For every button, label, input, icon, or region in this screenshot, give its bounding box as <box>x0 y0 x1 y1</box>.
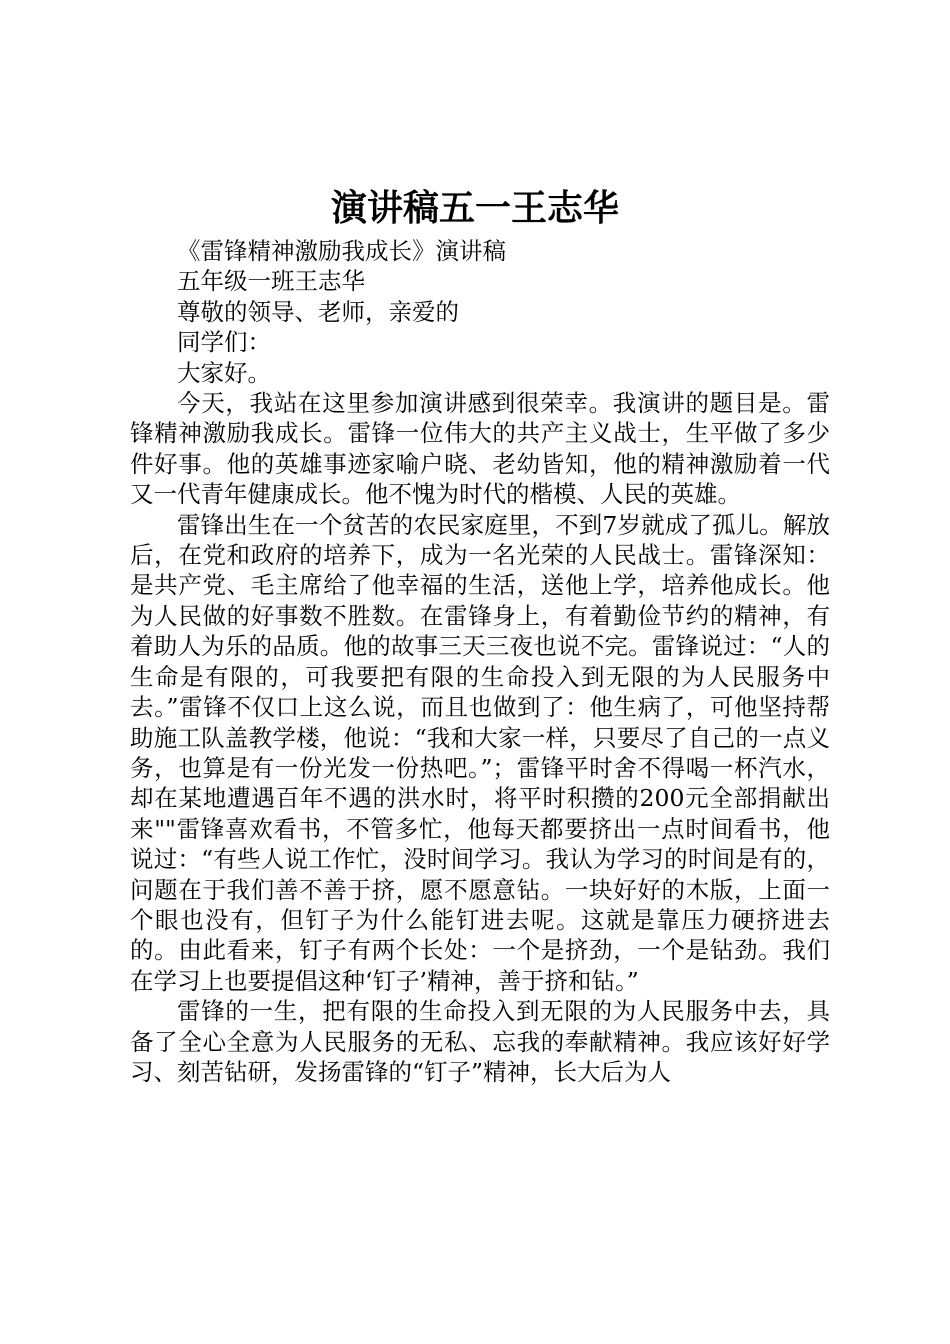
paragraph-body: 雷锋的一生，把有限的生命投入到无限的为人民服务中去，具备了全心全意为人民服务的无私、忘我的奉献精神。我应该好好学习、刻苦钻研，发扬雷锋的“钉子”精神，长大后为人 <box>130 997 830 1086</box>
paragraph-greeting: 大家好。 <box>177 358 271 387</box>
paragraph-body: 今天，我站在这里参加演讲感到很荣幸。我演讲的题目是。雷锋精神激励我成长。雷锋一位伟大的共产主义战士，生平做了多少件好事。他的英雄事迹家喻户晓、老幼皆知，他的精神激励着一代又一代青年健康成长。他不愧为时代的楷模、人民的英雄。 <box>130 389 830 509</box>
paragraph-speaker: 五年级一班王志华 <box>177 267 365 296</box>
paragraph-body: 雷锋出生在一个贫苦的农民家庭里，不到7岁就成了孤儿。解放后，在党和政府的培养下，成为一名光荣的人民战士。雷锋深知：是共产党、毛主席给了他幸福的生活，送他上学，培养他成长。他为人民做的好事数不胜数。在雷锋身上，有着勤俭节约的精神，有着助人为乐的品质。他的故事三天三夜也说不完。雷锋说过：“人的生命是有限的，可我要把有限的生命投入到无限的为人民服务中去。”雷锋不仅口上这么说，而且也做到了：他生病了，可他坚持帮助施工队盖教学楼，他说：“我和大家一样，只要尽了自己的一点义务，也算是有一份光发一份热吧。”；雷锋平时舍不得喝一杯汽水，却在某地遭遇百年不遇的洪水时，将平时积攒的200元全部捐献出来""雷锋喜欢看书，不管多忙，他每天都要挤出一点时间看书，他说过：“有些人说工作忙，没时间学习。我认为学习的时间是有的，问题在于我们善不善于挤，愿不愿意钻。一块好好的木版，上面一个眼也没有，但钉子为什么能钉进去呢。这就是靠压力硬挤进去的。由此看来，钉子有两个长处：一个是挤劲，一个是钻劲。我们在学习上也要提倡这种‘钉子’精神，善于挤和钻。” <box>130 510 830 995</box>
document-body <box>130 236 830 1087</box>
paragraph-speech-heading: 《雷锋精神激励我成长》演讲稿 <box>177 237 506 265</box>
paragraph-salutation-cont: 同学们： <box>177 328 271 357</box>
paragraph-salutation: 尊敬的领导、老师，亲爱的 <box>177 297 459 326</box>
document-title: 演讲稿五一王志华 <box>330 188 619 229</box>
